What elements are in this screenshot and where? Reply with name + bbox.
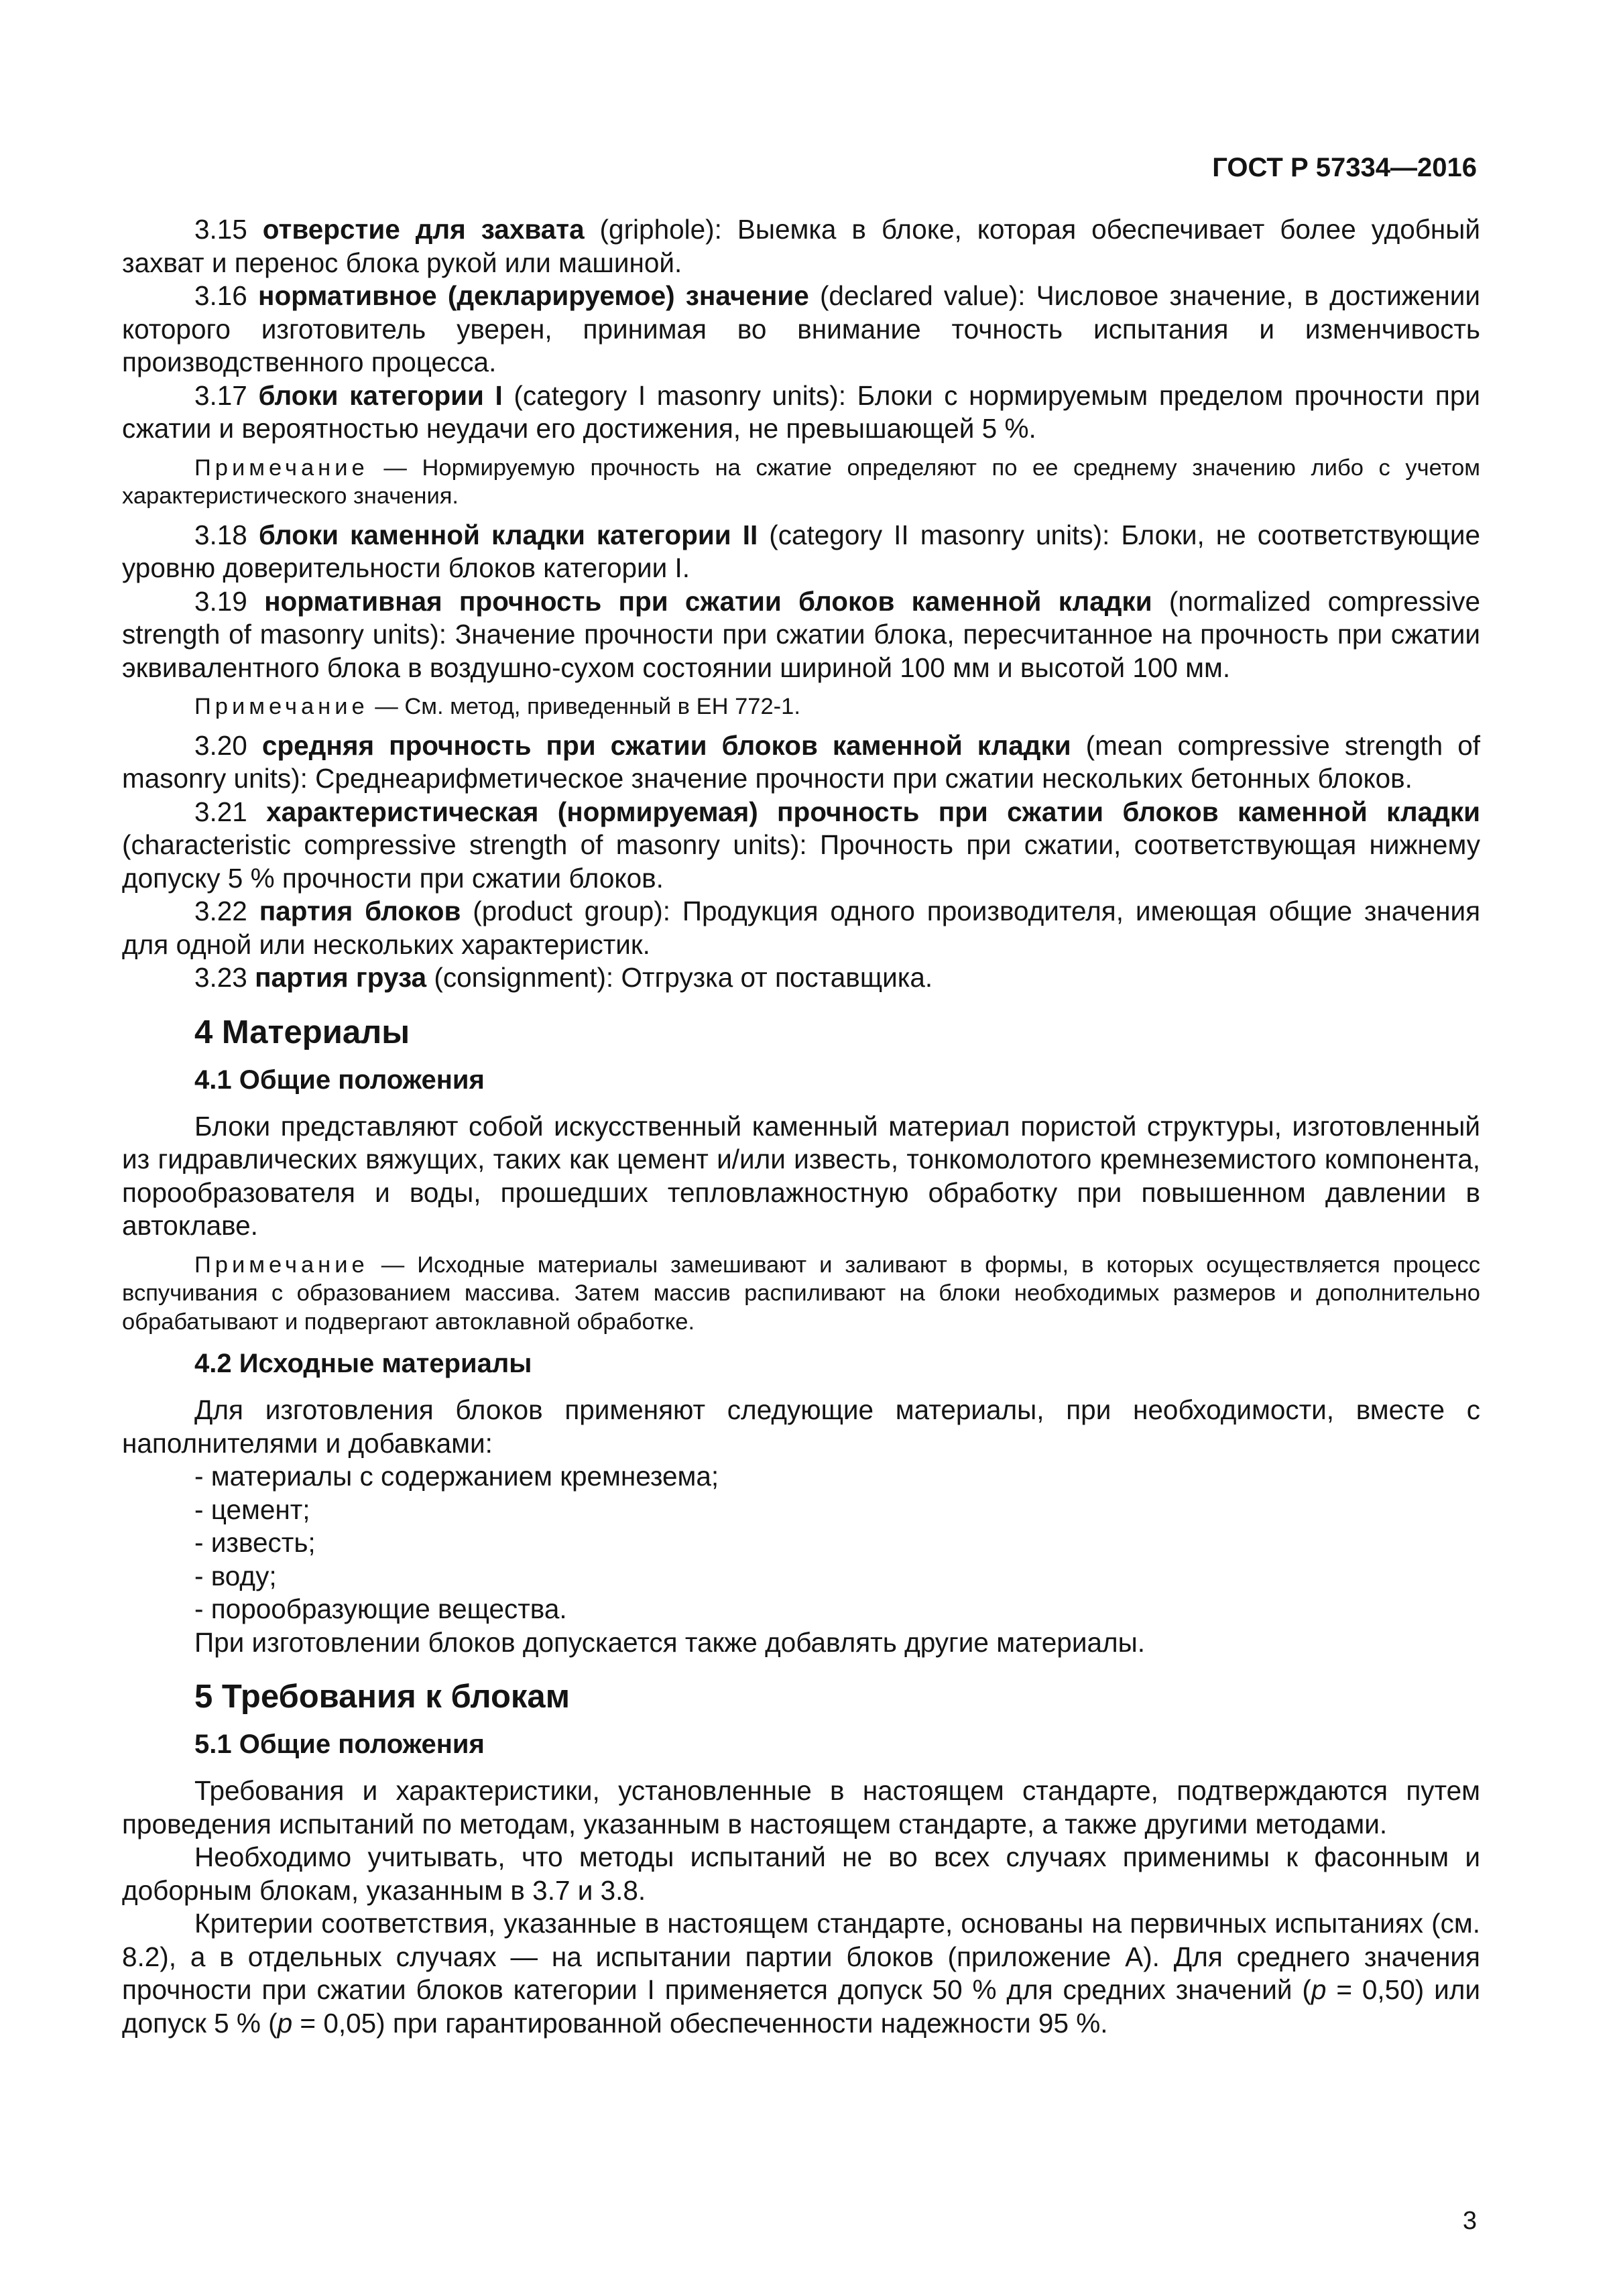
- term-definition: (declared value): Числовое значение, в достижении которого изготовитель уверен, принимая во внимание точность испытания и изменчивость производственного процесса.: [122, 280, 1480, 377]
- section-5-1-heading: 5.1 Общие положения: [194, 1730, 485, 1759]
- term-name: блоки категории I: [258, 379, 503, 411]
- note-text: См. метод, приведенный в ЕН 772-1.: [404, 694, 800, 719]
- variable-p: p: [277, 2007, 293, 2039]
- section-5-1-para-3: [122, 1907, 1480, 2040]
- text-run: = 0,50) или допуск 5 % (: [122, 1974, 1480, 2039]
- note-label: Примечание: [194, 455, 369, 481]
- term-3-21: [122, 796, 1480, 896]
- term-name: партия блоков: [259, 896, 461, 926]
- note-1: [122, 454, 1480, 511]
- section-4-heading: 4 Материалы: [194, 1014, 410, 1050]
- text-run: Критерии соответствия, указанные в настоящем стандарте, основаны на первичных испытаниях (см. 8.2), а в отдельных случаях — на испытании партии блоков (приложение А). Для среднего значения прочности при сжатии блоков категории I применяется допуск 50 % для средних значений (: [122, 1908, 1480, 2005]
- term-name: характеристическая (нормируемая) прочность при сжатии блоков каменной кладки: [266, 796, 1480, 827]
- term-3-23: [122, 961, 1480, 995]
- document-code: ГОСТ Р 57334—2016: [1212, 153, 1477, 182]
- text-run: = 0,05) при гарантированной обеспеченности надежности 95 %.: [292, 2007, 1108, 2039]
- note-label: Примечание: [194, 694, 369, 719]
- term-name: отверстие для захвата: [262, 214, 585, 245]
- term-definition: (product group): Продукция одного производителя, имеющая общие значения для одной или нескольких характеристик.: [122, 896, 1481, 960]
- term-number: 3.23: [194, 962, 255, 993]
- term-definition: (mean compressive strength of masonry units): Среднеарифметическое значение прочности при сжатии нескольких бетонных блоков.: [122, 729, 1480, 794]
- note-text: Нормируемую прочность на сжатие определяют по ее среднему значению либо с учетом характеристического значения.: [122, 455, 1480, 509]
- section-4-2-intro: Для изготовления блоков применяют следующие материалы, при необходимости, вместе с наполнителями и добавками:: [122, 1394, 1480, 1459]
- note-dash: —: [368, 1252, 418, 1278]
- section-5-heading: 5 Требования к блокам: [194, 1679, 570, 1715]
- term-definition: (consignment): Отгрузка от поставщика.: [426, 962, 933, 993]
- term-3-16: [122, 280, 1480, 379]
- term-3-19: [122, 585, 1480, 685]
- term-number: 3.22: [194, 896, 259, 926]
- term-name: партия груза: [255, 962, 427, 993]
- term-number: 3.20: [194, 729, 262, 761]
- term-name: нормативная прочность при сжатии блоков каменной кладки: [264, 585, 1152, 617]
- section-5-1-para-2: Необходимо учитывать, что методы испытаний не во всех случаях применимы к фасонным и доборным блокам, указанным в 3.7 и 3.8.: [122, 1841, 1480, 1906]
- term-number: 3.19: [194, 585, 265, 617]
- list-item: - цемент;: [194, 1494, 310, 1525]
- term-3-20: [122, 729, 1480, 796]
- list-item: - порообразующие вещества.: [194, 1593, 567, 1624]
- section-4-1-heading: 4.1 Общие положения: [194, 1065, 485, 1095]
- note-2: [122, 692, 1480, 721]
- materials-list: [122, 1460, 1480, 1626]
- term-definition: (normalized compressive strength of masonry units): Значение прочности при сжатии блока, пересчитанное на прочность при сжатии эквивалентного блока в воздушно-сухом состоянии шириной 100 мм и высотой 100 мм.: [122, 585, 1480, 683]
- term-number: 3.17: [194, 379, 259, 411]
- page-number: 3: [1462, 2207, 1477, 2235]
- term-definition: (category I masonry units): Блоки с нормируемым пределом прочности при сжатии и вероятностью неудачи его достижения, не превышающей 5 %.: [122, 379, 1480, 444]
- section-4-1-text: Блоки представляют собой искусственный каменный материал пористой структуры, изготовленный из гидравлических вяжущих, таких как цемент и/или известь, тонкомолотого кремнеземистого компонента, порообразователя и воды, прошедших тепловлажностную обработку при повышенном давлении в автоклаве.: [122, 1110, 1480, 1241]
- section-4-2-heading: 4.2 Исходные материалы: [194, 1349, 532, 1378]
- term-number: 3.18: [194, 519, 259, 550]
- term-name: блоки каменной кладки категории II: [258, 519, 758, 550]
- term-definition: (category II masonry units): Блоки, не соответствующие уровню доверительности блоков категории I.: [122, 519, 1480, 583]
- term-number: 3.15: [194, 214, 263, 245]
- term-name: нормативное (декларируемое) значение: [257, 280, 809, 311]
- page-content: [122, 213, 1480, 2040]
- note-text: Исходные материалы замешивают и заливают в формы, в которых осуществляется процесс вспучивания с образованием массива. Затем массив распиливают на блоки необходимых размеров и дополнительно обрабатывают и подвергают автоклавной обработке.: [122, 1252, 1481, 1335]
- term-number: 3.21: [194, 796, 267, 827]
- term-number: 3.16: [194, 280, 258, 311]
- list-item: - воду;: [194, 1560, 277, 1591]
- term-3-22: [122, 895, 1480, 961]
- term-3-15: [122, 213, 1480, 280]
- term-3-18: [122, 519, 1480, 585]
- list-item: - известь;: [194, 1527, 316, 1558]
- term-3-17: [122, 379, 1480, 446]
- note-dash: —: [368, 694, 405, 719]
- section-5-1-para-1: Требования и характеристики, установленные в настоящем стандарте, подтверждаются путем проведения испытаний по методам, указанным в настоящем стандарте, а также другими методами.: [122, 1775, 1480, 1839]
- note-label: Примечание: [194, 1252, 369, 1278]
- term-name: средняя прочность при сжатии блоков каменной кладки: [261, 729, 1071, 761]
- section-4-2-outro: При изготовлении блоков допускается также добавлять другие материалы.: [194, 1626, 1145, 1658]
- term-definition: (characteristic compressive strength of masonry units): Прочность при сжатии, соответствующая нижнему допуску 5 % прочности при сжатии блоков.: [122, 829, 1480, 894]
- list-item: - материалы с содержанием кремнезема;: [194, 1461, 719, 1492]
- term-definition: (griphole): Выемка в блоке, которая обеспечивает более удобный захват и перенос блока рукой или машиной.: [122, 214, 1481, 278]
- variable-p: p: [1311, 1974, 1327, 2005]
- note-dash: —: [368, 455, 422, 481]
- note-3: [122, 1251, 1480, 1337]
